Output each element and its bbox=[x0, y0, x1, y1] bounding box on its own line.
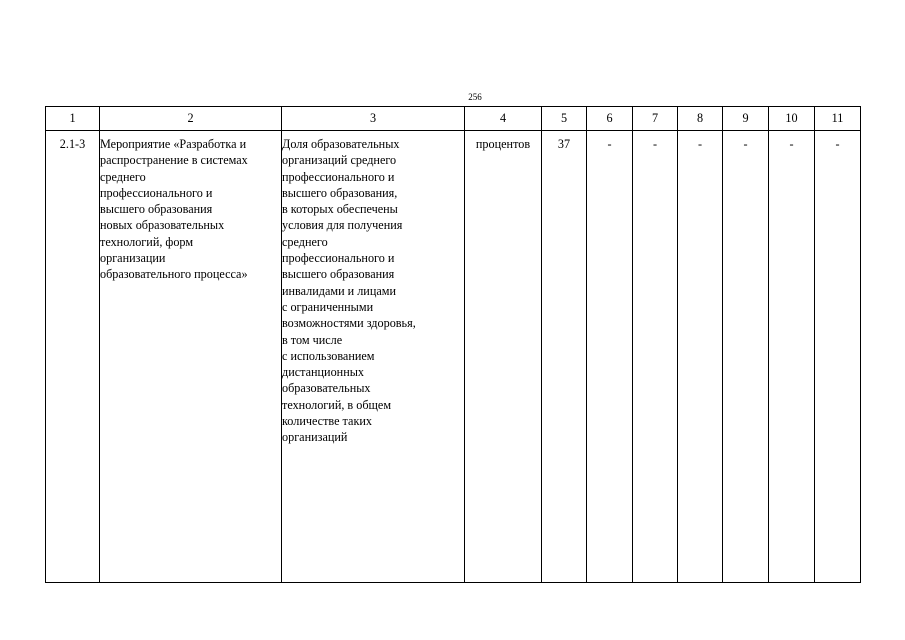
value-cell-6: - bbox=[587, 131, 633, 583]
page-number: 256 bbox=[468, 92, 482, 102]
column-header: 6 bbox=[587, 107, 633, 131]
event-description-cell: Мероприятие «Разработка и распространение в системах среднего профессионального и высшего образования новых образовательных технологий, форм организации образовательного процесса» bbox=[100, 131, 282, 583]
table-header-row bbox=[46, 107, 861, 131]
unit-cell: процентов bbox=[465, 131, 542, 583]
column-header: 1 bbox=[46, 107, 100, 131]
column-header: 4 bbox=[465, 107, 542, 131]
column-header: 9 bbox=[723, 107, 769, 131]
column-header: 8 bbox=[678, 107, 723, 131]
value-cell-10: - bbox=[769, 131, 815, 583]
value-cell-5: 37 bbox=[542, 131, 587, 583]
column-header: 7 bbox=[633, 107, 678, 131]
value-cell-8: - bbox=[678, 131, 723, 583]
column-header: 3 bbox=[282, 107, 465, 131]
row-code-cell: 2.1-3 bbox=[46, 131, 100, 583]
value-cell-9: - bbox=[723, 131, 769, 583]
column-header: 11 bbox=[815, 107, 861, 131]
column-header: 10 bbox=[769, 107, 815, 131]
indicator-description-cell: Доля образовательных организаций среднего профессионального и высшего образования, в которых обеспечены условия для получения среднего профессионального и высшего образования инвалидами и лицами с ограниченными возможностями здоровья, в том числе с использованием дистанционных образовательных технологий, в общем количестве таких организаций bbox=[282, 131, 465, 583]
value-cell-7: - bbox=[633, 131, 678, 583]
column-header: 5 bbox=[542, 107, 587, 131]
column-header: 2 bbox=[100, 107, 282, 131]
indicators-table bbox=[45, 106, 861, 583]
value-cell-11: - bbox=[815, 131, 861, 583]
table-row bbox=[46, 131, 861, 583]
